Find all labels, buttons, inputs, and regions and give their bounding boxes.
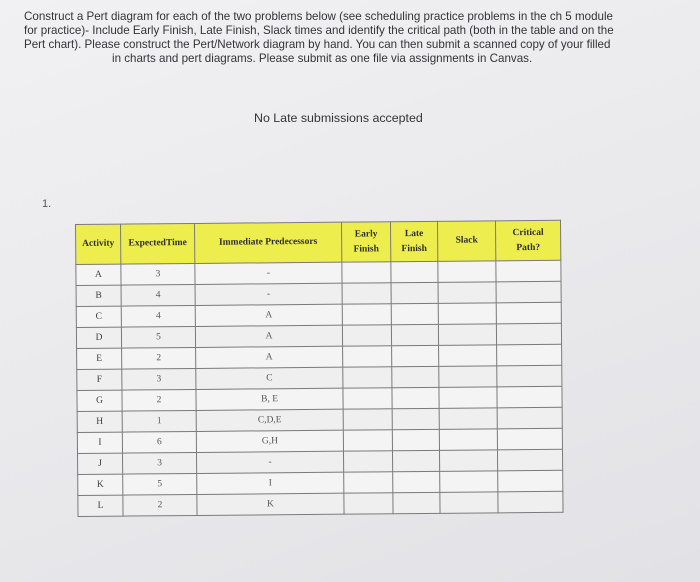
cell-expected-time: 4 — [121, 305, 195, 327]
cell-late-finish — [392, 408, 439, 429]
cell-activity: L — [78, 495, 123, 516]
instructions-line-2: for practice)- Include Early Finish, Late Finish, Slack times and identify the critical path (both in the table and on the — [24, 24, 614, 37]
cell-activity: F — [77, 369, 122, 390]
cell-expected-time: 3 — [123, 452, 197, 474]
cell-early-finish — [343, 430, 392, 451]
cell-slack — [439, 345, 497, 367]
cell-expected-time: 2 — [122, 347, 196, 369]
cell-slack — [439, 387, 497, 409]
cell-slack — [439, 429, 497, 451]
cell-late-finish — [392, 366, 439, 387]
cell-critical-path — [496, 302, 561, 324]
cell-slack — [440, 492, 498, 514]
cell-activity: D — [76, 327, 121, 348]
header-predecessors: Immediate Predecessors — [194, 222, 341, 263]
cell-slack — [439, 408, 497, 430]
cell-early-finish — [342, 325, 391, 346]
cell-early-finish — [344, 472, 393, 493]
cell-expected-time: 5 — [121, 326, 195, 348]
cell-early-finish — [343, 367, 392, 388]
cell-critical-path — [497, 428, 562, 450]
cell-early-finish — [343, 388, 392, 409]
cell-activity: J — [78, 453, 123, 474]
header-expected-time: ExpectedTime — [121, 223, 195, 264]
header-late-finish: Late Finish — [390, 221, 437, 261]
header-activity: Activity — [76, 224, 121, 264]
cell-expected-time: 4 — [121, 284, 195, 306]
cell-slack — [440, 471, 498, 493]
cell-critical-path — [497, 365, 562, 387]
cell-activity: I — [77, 432, 122, 453]
cell-critical-path — [496, 281, 561, 303]
table-header-row — [76, 220, 561, 264]
cell-late-finish — [391, 282, 438, 303]
cell-activity: A — [76, 264, 121, 285]
cell-expected-time: 3 — [121, 263, 195, 285]
scheduling-table — [75, 220, 564, 517]
cell-expected-time: 5 — [123, 473, 197, 495]
header-early-finish: Early Finish — [341, 222, 390, 262]
cell-activity: G — [77, 390, 122, 411]
cell-predecessors: A — [196, 346, 343, 368]
instructions-line-1: Construct a Pert diagram for each of the two problems below (see scheduling practice problems in the ch 5 module — [24, 10, 614, 23]
cell-critical-path — [496, 260, 561, 282]
cell-expected-time: 6 — [122, 431, 196, 453]
header-slack: Slack — [437, 221, 495, 262]
cell-early-finish — [343, 451, 392, 472]
table-row — [78, 491, 563, 516]
cell-critical-path — [498, 491, 563, 513]
cell-expected-time: 1 — [122, 410, 196, 432]
cell-slack — [439, 366, 497, 388]
cell-early-finish — [343, 346, 392, 367]
cell-predecessors: - — [196, 451, 343, 473]
instructions-line-3: Pert chart). Please construct the Pert/Network diagram by hand. You can then submit a scanned copy of your filled — [24, 38, 611, 51]
cell-critical-path — [497, 407, 562, 429]
late-submission-notice: No Late submissions accepted — [254, 111, 423, 125]
cell-critical-path — [496, 323, 561, 345]
cell-predecessors: G,H — [196, 430, 343, 452]
instructions — [24, 10, 654, 66]
cell-predecessors: B, E — [196, 388, 343, 410]
cell-late-finish — [393, 471, 440, 492]
cell-late-finish — [391, 261, 438, 282]
cell-early-finish — [342, 283, 391, 304]
cell-slack — [438, 303, 496, 325]
cell-activity: E — [77, 348, 122, 369]
cell-predecessors: I — [197, 472, 344, 494]
cell-late-finish — [392, 429, 439, 450]
cell-late-finish — [392, 345, 439, 366]
cell-expected-time: 2 — [122, 389, 196, 411]
cell-early-finish — [342, 304, 391, 325]
cell-critical-path — [497, 449, 562, 471]
cell-activity: K — [78, 474, 123, 495]
cell-slack — [438, 282, 496, 304]
cell-slack — [439, 450, 497, 472]
cell-predecessors: - — [195, 262, 342, 284]
cell-late-finish — [391, 303, 438, 324]
cell-early-finish — [342, 262, 391, 283]
cell-slack — [438, 324, 496, 346]
problem-number: 1. — [42, 198, 52, 210]
cell-expected-time: 3 — [122, 368, 196, 390]
cell-early-finish — [343, 409, 392, 430]
cell-late-finish — [391, 324, 438, 345]
cell-predecessors: A — [195, 325, 342, 347]
cell-predecessors: - — [195, 283, 342, 305]
cell-predecessors: C,D,E — [196, 409, 343, 431]
cell-predecessors: K — [197, 493, 344, 515]
cell-activity: B — [76, 285, 121, 306]
cell-activity: H — [77, 411, 122, 432]
cell-early-finish — [344, 493, 393, 514]
cell-critical-path — [497, 344, 562, 366]
cell-late-finish — [393, 492, 440, 513]
cell-expected-time: 2 — [123, 494, 197, 516]
cell-late-finish — [392, 450, 439, 471]
cell-predecessors: C — [196, 367, 343, 389]
cell-slack — [438, 261, 496, 283]
instructions-line-4: in charts and pert diagrams. Please submit as one file via assignments in Canvas. — [112, 52, 533, 65]
cell-late-finish — [392, 387, 439, 408]
cell-activity: C — [76, 306, 121, 327]
cell-critical-path — [498, 470, 563, 492]
table-body — [76, 260, 563, 516]
header-critical-path: Critical Path? — [495, 220, 560, 261]
cell-predecessors: A — [195, 304, 342, 326]
cell-critical-path — [497, 386, 562, 408]
